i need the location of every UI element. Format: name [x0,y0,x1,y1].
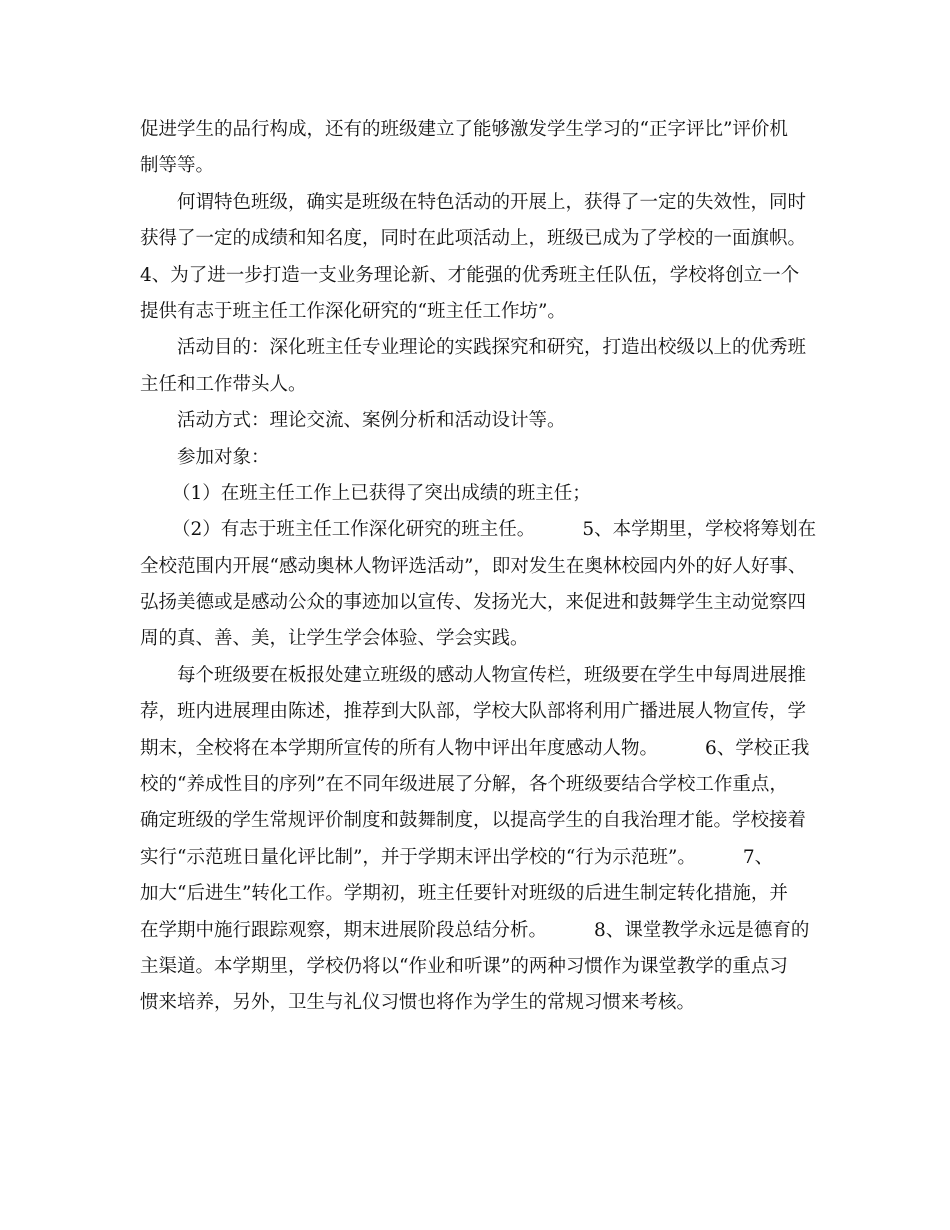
text-line: 制等等。 [140,155,215,177]
document-body [140,112,820,1022]
text-line: 提供有志于班主任工作深化研究的“班主任工作坊”。 [140,300,566,322]
text-line: 每个班级要在板报处建立班级的感动人物宣传栏，班级要在学生中每周进展推 [177,664,807,686]
text-line: 全校范围内开展“感动奥林人物评选活动”，即对发生在奥林校园内外的好人好事、 [140,555,807,577]
text-line: 在学期中施行跟踪观察，期末进展阶段总结分析。 8、课堂教学永远是德育的 [140,919,810,941]
text-line: 何谓特色班级，确实是班级在特色活动的开展上，获得了一定的失效性，同时 [177,191,807,213]
text-line: 校的“养成性目的序列”在不同年级进展了分解，各个班级要结合学校工作重点， [140,774,788,796]
text-line: 荐，班内进展理由陈述，推荐到大队部，学校大队部将利用广播进展人物宣传，学 [140,701,807,723]
text-line: 惯来培养，另外，卫生与礼仪习惯也将作为学生的常规习惯来考核。 [140,992,696,1014]
text-line: 周的真、善、美，让学生学会体验、学会实践。 [140,628,529,650]
text-line: 参加对象： [177,446,270,468]
text-line: 活动目的：深化班主任专业理论的实践探究和研究，打造出校级以上的优秀班 [177,337,807,359]
text-line: 4、为了进一步打造一支业务理论新、才能强的优秀班主任队伍，学校将创立一个 [140,264,800,286]
text-line: 获得了一定的成绩和知名度，同时在此项活动上，班级已成为了学校的一面旗帜。 [140,228,807,250]
text-line: 活动方式：理论交流、案例分析和活动设计等。 [177,410,566,432]
text-line: （2）有志于班主任工作深化研究的班主任。 5、本学期里，学校将筹划在 [172,519,817,541]
text-line: 实行“示范班日量化评比制”，并于学期末评出学校的“行为示范班”。 7、 [140,846,774,868]
text-line: 确定班级的学生常规评价制度和鼓舞制度，以提高学生的自我治理才能。学校接着 [140,810,807,832]
text-line: 促进学生的品行构成，还有的班级建立了能够激发学生学习的“正字评比”评价机 [140,119,788,140]
text-line: 加大“后进生”转化工作。学期初，班主任要针对班级的后进生制定转化措施，并 [140,883,788,905]
text-line: 主任和工作带头人。 [140,373,307,395]
text-line: 主渠道。本学期里，学校仍将以“作业和听课”的两种习惯作为课堂教学的重点习 [140,955,788,977]
text-line: （1）在班主任工作上已获得了突出成绩的班主任； [172,482,591,504]
text-line: 期末，全校将在本学期所宣传的所有人物中评出年度感动人物。 6、学校正我 [140,737,810,759]
text-line: 弘扬美德或是感动公众的事迹加以宣传、发扬光大，来促进和鼓舞学生主动觉察四 [140,592,807,614]
